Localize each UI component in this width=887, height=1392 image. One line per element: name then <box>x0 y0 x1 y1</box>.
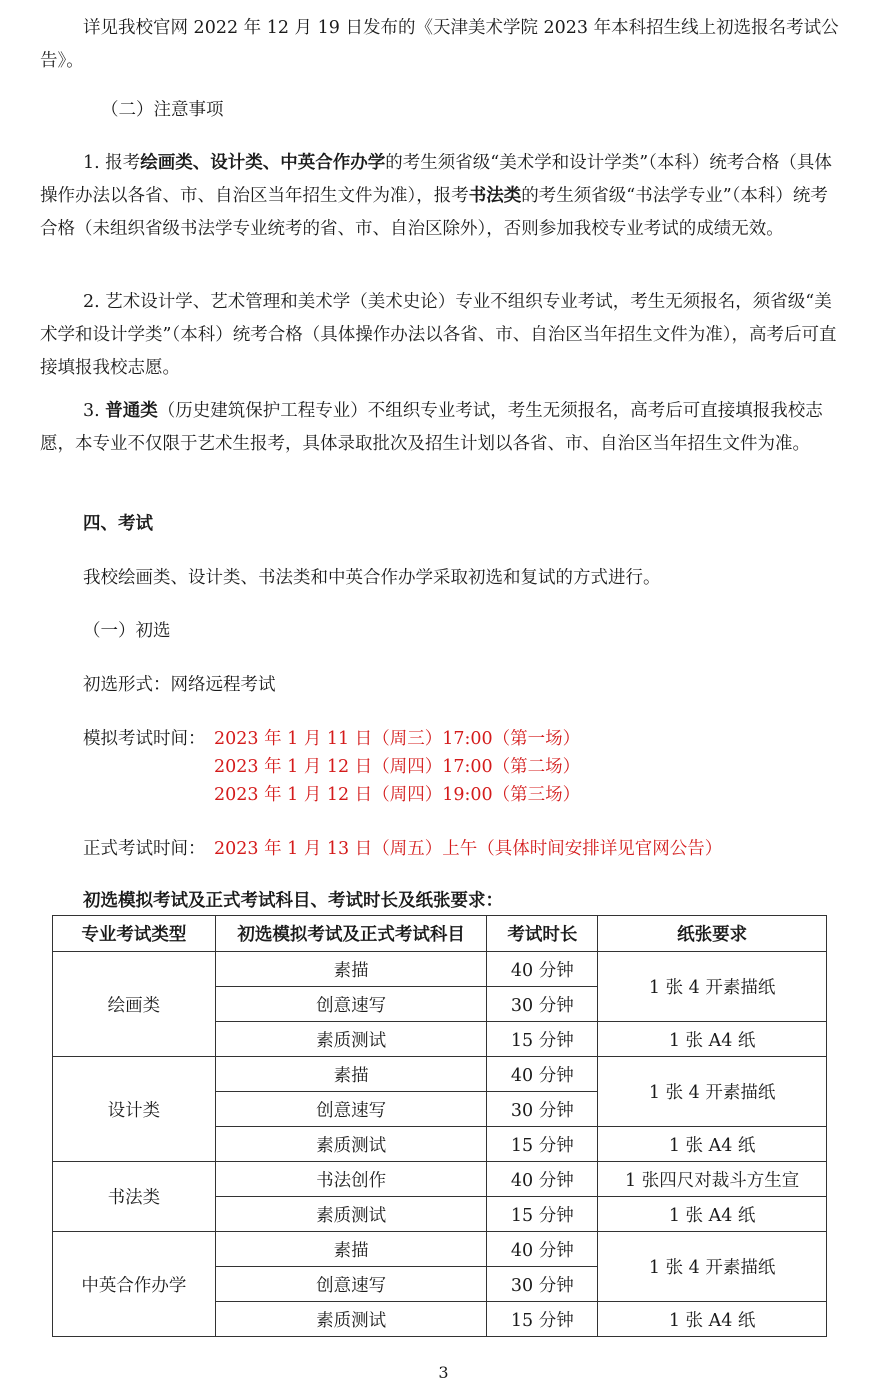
prelim-heading: （一）初选 <box>83 621 171 641</box>
table-row <box>53 1057 827 1092</box>
formal-exam-time: 2023 年 1 月 13 日（周五）上午（具体时间安排详见官网公告） <box>214 839 723 859</box>
page-number: 3 <box>438 1363 449 1382</box>
duration-cell: 40 分钟 <box>487 1162 598 1197</box>
subject-cell: 素质测试 <box>215 1022 487 1057</box>
subject-cell: 素描 <box>215 952 487 987</box>
note-item-1-lead: 1. 报考 <box>83 153 141 173</box>
paper-cell: 1 张 A4 纸 <box>598 1022 827 1057</box>
duration-cell: 40 分钟 <box>487 1232 598 1267</box>
category-cell: 绘画类 <box>53 952 216 1057</box>
subject-cell: 素质测试 <box>215 1302 487 1337</box>
note-item-3 <box>40 395 840 461</box>
exam-format: 初选形式：网络远程考试 <box>83 675 276 695</box>
subject-cell: 素质测试 <box>215 1127 487 1162</box>
duration-cell: 15 分钟 <box>487 1302 598 1337</box>
intro-paragraph: 详见我校官网 2022 年 12 月 19 日发布的《天津美术学院 2023 年本科招生线上初选报名考试公告》。 <box>40 18 839 71</box>
subject-cell: 素描 <box>215 1232 487 1267</box>
note-item-1-tail: 的考生须省级“书法学专业”（本科）统考合格（未组织省级书法学专业统考的省、市、自治区除外），否则参加我校专业考试的成绩无效。 <box>40 186 828 239</box>
paper-cell: 1 张 A4 纸 <box>598 1127 827 1162</box>
exam-intro: 我校绘画类、设计类、书法类和中英合作办学采取初选和复试的方式进行。 <box>83 568 661 588</box>
table-row <box>53 1232 827 1267</box>
paper-cell: 1 张 A4 纸 <box>598 1302 827 1337</box>
header-paper: 纸张要求 <box>598 916 827 952</box>
notes-heading: （二）注意事项 <box>101 100 224 120</box>
mock-exam-time-1: 2023 年 1 月 11 日（周三）17:00（第一场） <box>214 729 581 749</box>
subject-cell: 素描 <box>215 1057 487 1092</box>
duration-cell: 30 分钟 <box>487 1092 598 1127</box>
duration-cell: 15 分钟 <box>487 1022 598 1057</box>
paper-cell: 1 张四尺对裁斗方生宣 <box>598 1162 827 1197</box>
formal-exam-label: 正式考试时间： <box>83 839 206 859</box>
duration-cell: 40 分钟 <box>487 952 598 987</box>
subject-cell: 创意速写 <box>215 1267 487 1302</box>
duration-cell: 40 分钟 <box>487 1057 598 1092</box>
mock-exam-label: 模拟考试时间： <box>83 729 206 749</box>
paper-cell: 1 张 4 开素描纸 <box>598 952 827 1022</box>
note-item-3-bold: 普通类 <box>105 401 158 421</box>
note-item-1-bold-categories: 绘画类、设计类、中英合作办学 <box>140 153 386 173</box>
paper-cell: 1 张 4 开素描纸 <box>598 1232 827 1302</box>
note-item-3-lead: 3. <box>83 401 106 421</box>
paper-cell: 1 张 A4 纸 <box>598 1197 827 1232</box>
note-item-1-bold-calligraphy: 书法类 <box>468 186 522 206</box>
category-cell: 设计类 <box>53 1057 216 1162</box>
header-subject: 初选模拟考试及正式考试科目 <box>215 916 487 952</box>
table-row <box>53 952 827 987</box>
table-title: 初选模拟考试及正式考试科目、考试时长及纸张要求： <box>83 891 503 911</box>
duration-cell: 30 分钟 <box>487 987 598 1022</box>
table-row <box>53 1162 827 1197</box>
category-cell: 中英合作办学 <box>53 1232 216 1337</box>
duration-cell: 15 分钟 <box>487 1197 598 1232</box>
note-item-3-tail: （历史建筑保护工程专业）不组织专业考试，考生无须报名，高考后可直接填报我校志愿，本专业不仅限于艺术生报考，具体录取批次及招生计划以各省、市、自治区当年招生文件为准。 <box>40 401 823 454</box>
category-cell: 书法类 <box>53 1162 216 1232</box>
note-item-1 <box>40 147 840 246</box>
subject-cell: 素质测试 <box>215 1197 487 1232</box>
subject-cell: 创意速写 <box>215 1092 487 1127</box>
mock-exam-time-3: 2023 年 1 月 12 日（周四）19:00（第三场） <box>214 785 581 805</box>
subject-cell: 创意速写 <box>215 987 487 1022</box>
header-duration: 考试时长 <box>487 916 598 952</box>
paper-cell: 1 张 4 开素描纸 <box>598 1057 827 1127</box>
exam-subjects-table <box>52 915 827 1337</box>
table-header-row <box>53 916 827 952</box>
subject-cell: 书法创作 <box>215 1162 487 1197</box>
header-category: 专业考试类型 <box>53 916 216 952</box>
note-item-2: 2. 艺术设计学、艺术管理和美术学（美术史论）专业不组织专业考试，考生无须报名，须省级“美术学和设计学类”（本科）统考合格（具体操作办法以各省、市、自治区当年招生文件为准），高考后可直接填报我校志愿。 <box>40 292 837 378</box>
duration-cell: 30 分钟 <box>487 1267 598 1302</box>
note-item-1-mid: 的考生须省级“美术学和设计学类”（本科）统考合格（具体操作办法以各省、市、自治区当年招生文件为准），报考 <box>40 153 832 206</box>
mock-exam-time-2: 2023 年 1 月 12 日（周四）17:00（第二场） <box>214 757 581 777</box>
exam-heading: 四、考试 <box>83 514 153 534</box>
duration-cell: 15 分钟 <box>487 1127 598 1162</box>
